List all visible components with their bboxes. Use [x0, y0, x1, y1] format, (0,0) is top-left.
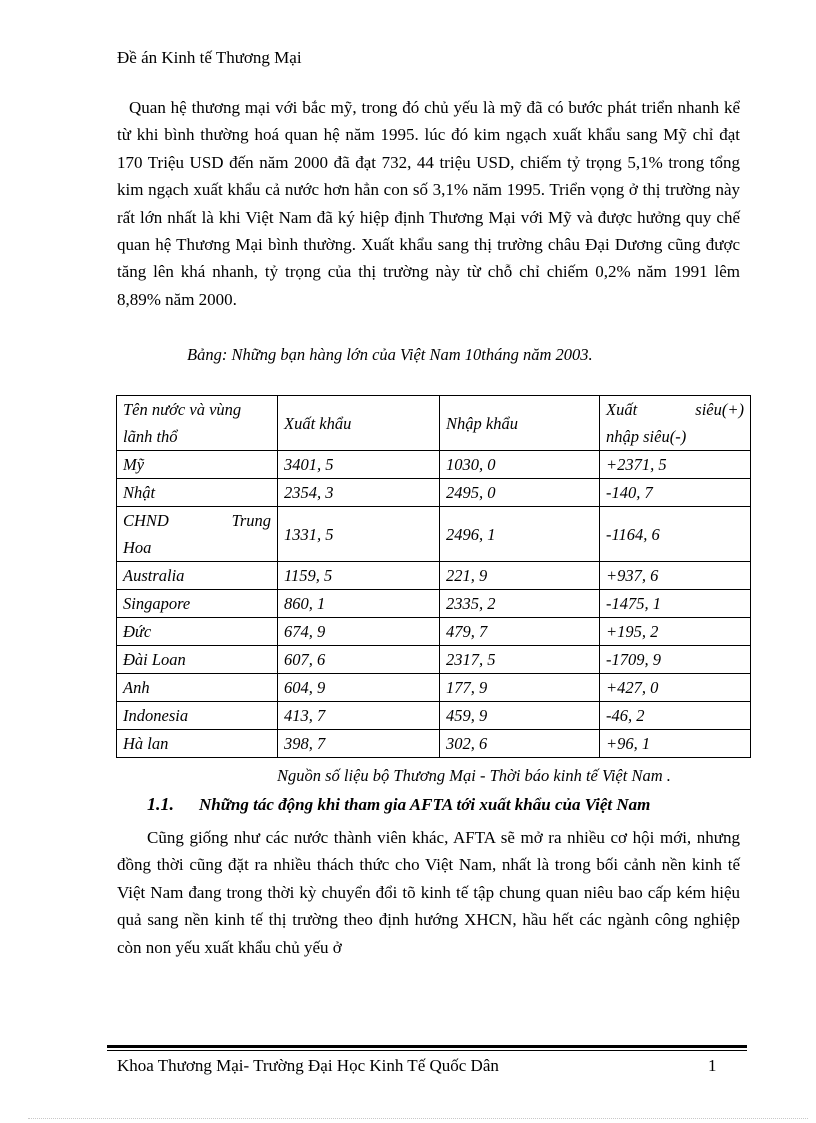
cell-import: 1030, 0: [440, 451, 600, 479]
table-row: [117, 646, 751, 674]
footer-rule-thin: [107, 1050, 747, 1051]
cell-country: Mỹ: [117, 451, 278, 479]
cell-country-part3: Hoa: [123, 538, 152, 557]
header-import: Nhập khẩu: [440, 396, 600, 451]
cell-export: 607, 6: [278, 646, 440, 674]
cell-country: Indonesia: [117, 702, 278, 730]
section-heading: [147, 794, 650, 815]
footer-rule-thick: [107, 1045, 747, 1048]
cell-import: 2335, 2: [440, 590, 600, 618]
cell-import: 177, 9: [440, 674, 600, 702]
cell-balance: -1164, 6: [600, 507, 751, 562]
cell-import: 2495, 0: [440, 479, 600, 507]
paragraph-trade-relations: [117, 94, 740, 313]
table-row: [117, 674, 751, 702]
header-export: Xuất khẩu: [278, 396, 440, 451]
cell-export: 860, 1: [278, 590, 440, 618]
table-row: [117, 730, 751, 758]
cell-export: 398, 7: [278, 730, 440, 758]
cell-import: 221, 9: [440, 562, 600, 590]
paragraph-afta-impact: [117, 824, 740, 961]
cell-export: 1159, 5: [278, 562, 440, 590]
cell-export: 413, 7: [278, 702, 440, 730]
cell-balance: +96, 1: [600, 730, 751, 758]
header-balance-part2: siêu(+): [695, 400, 744, 419]
cell-country: Australia: [117, 562, 278, 590]
cell-balance: -46, 2: [600, 702, 751, 730]
cell-country-part2: Trung: [231, 511, 271, 530]
paragraph-text: Quan hệ thương mại với bắc mỹ, trong đó chủ yếu là mỹ đã có bước phát triển nhanh kể từ khi bình thường hoá quan hệ năm 1995. lúc đó kim ngạch xuất khẩu sang Mỹ chỉ đạt 170 Triệu USD đến năm 2000 đã đạt 732, 44 triệu USD, chiếm tỷ trọng 5,1% trong tổng kim ngạch xuất khẩu cả nước hơn hẳn con số 3,1% năm 1995. Triển vọng ở thị trường này rất lớn nhất là khi Việt Nam đã ký hiệp định Thương Mại với Mỹ và được hưởng quy chế quan hệ Thương Mại bình thường. Xuất khẩu sang thị trường châu Đại Dương cũng được tăng lên khá nhanh, tỷ trọng của thị trường này từ chỗ chỉ chiếm 0,2% năm 1991 lêm 8,89% năm 2000.: [117, 98, 740, 309]
cell-import: 459, 9: [440, 702, 600, 730]
cell-country-part1: CHND: [123, 511, 169, 530]
table-row: [117, 451, 751, 479]
section-number: 1.1.: [147, 794, 174, 814]
cell-balance: -1475, 1: [600, 590, 751, 618]
cell-export: 2354, 3: [278, 479, 440, 507]
table-header-row: [117, 396, 751, 451]
table-row: [117, 590, 751, 618]
table-row: [117, 618, 751, 646]
cell-country: Đức: [117, 618, 278, 646]
cell-country: Nhật: [117, 479, 278, 507]
table-source-note: Nguồn số liệu bộ Thương Mại - Thời báo kinh tế Việt Nam .: [277, 766, 671, 785]
header-balance-part3: nhập siêu(-): [606, 427, 687, 446]
trade-partners-table: [116, 395, 751, 758]
table-row: [117, 702, 751, 730]
cell-balance: +195, 2: [600, 618, 751, 646]
cell-country: Hà lan: [117, 730, 278, 758]
cell-balance: +2371, 5: [600, 451, 751, 479]
header-balance: [600, 396, 751, 451]
cell-balance: -1709, 9: [600, 646, 751, 674]
header-country: Tên nước và vùng lãnh thổ: [117, 396, 278, 451]
cell-import: 2496, 1: [440, 507, 600, 562]
cell-balance: +427, 0: [600, 674, 751, 702]
table-row: [117, 507, 751, 562]
paragraph-text: Cũng giống như các nước thành viên khác, AFTA sẽ mở ra nhiều cơ hội mới, nhưng đồng thời cũng đặt ra nhiều thách thức cho Việt Nam, nhất là trong bối cảnh nền kinh tế Việt Nam đang trong thời kỳ chuyển đổi tõ kinh tế tập chung quan niêu bao cấp kém hiệu quả sang nền kinh tế thị trường theo định hướng XHCN, hầu hết các ngành công nghiệp còn non yếu xuất khẩu chủ yếu ở: [117, 828, 740, 957]
table-caption: Bảng: Những bạn hàng lớn của Việt Nam 10tháng năm 2003.: [187, 345, 593, 364]
cell-country: [117, 507, 278, 562]
section-title: Những tác động khi tham gia AFTA tới xuất khẩu của Việt Nam: [199, 795, 651, 814]
cell-import: 302, 6: [440, 730, 600, 758]
cell-country: Đài Loan: [117, 646, 278, 674]
cell-export: 3401, 5: [278, 451, 440, 479]
page-edge-dotted-line: [28, 1118, 808, 1119]
page-header: Đề án Kinh tế Thương Mại: [117, 48, 302, 67]
cell-import: 479, 7: [440, 618, 600, 646]
page-number: 1: [708, 1056, 717, 1075]
cell-import: 2317, 5: [440, 646, 600, 674]
cell-export: 1331, 5: [278, 507, 440, 562]
table-row: [117, 562, 751, 590]
cell-export: 674, 9: [278, 618, 440, 646]
cell-balance: -140, 7: [600, 479, 751, 507]
page-footer: Khoa Thương Mại- Trường Đại Học Kinh Tế Quốc Dân: [117, 1056, 499, 1075]
cell-country: Singapore: [117, 590, 278, 618]
cell-export: 604, 9: [278, 674, 440, 702]
cell-country: Anh: [117, 674, 278, 702]
table-row: [117, 479, 751, 507]
header-balance-part1: Xuất: [606, 400, 638, 419]
cell-balance: +937, 6: [600, 562, 751, 590]
